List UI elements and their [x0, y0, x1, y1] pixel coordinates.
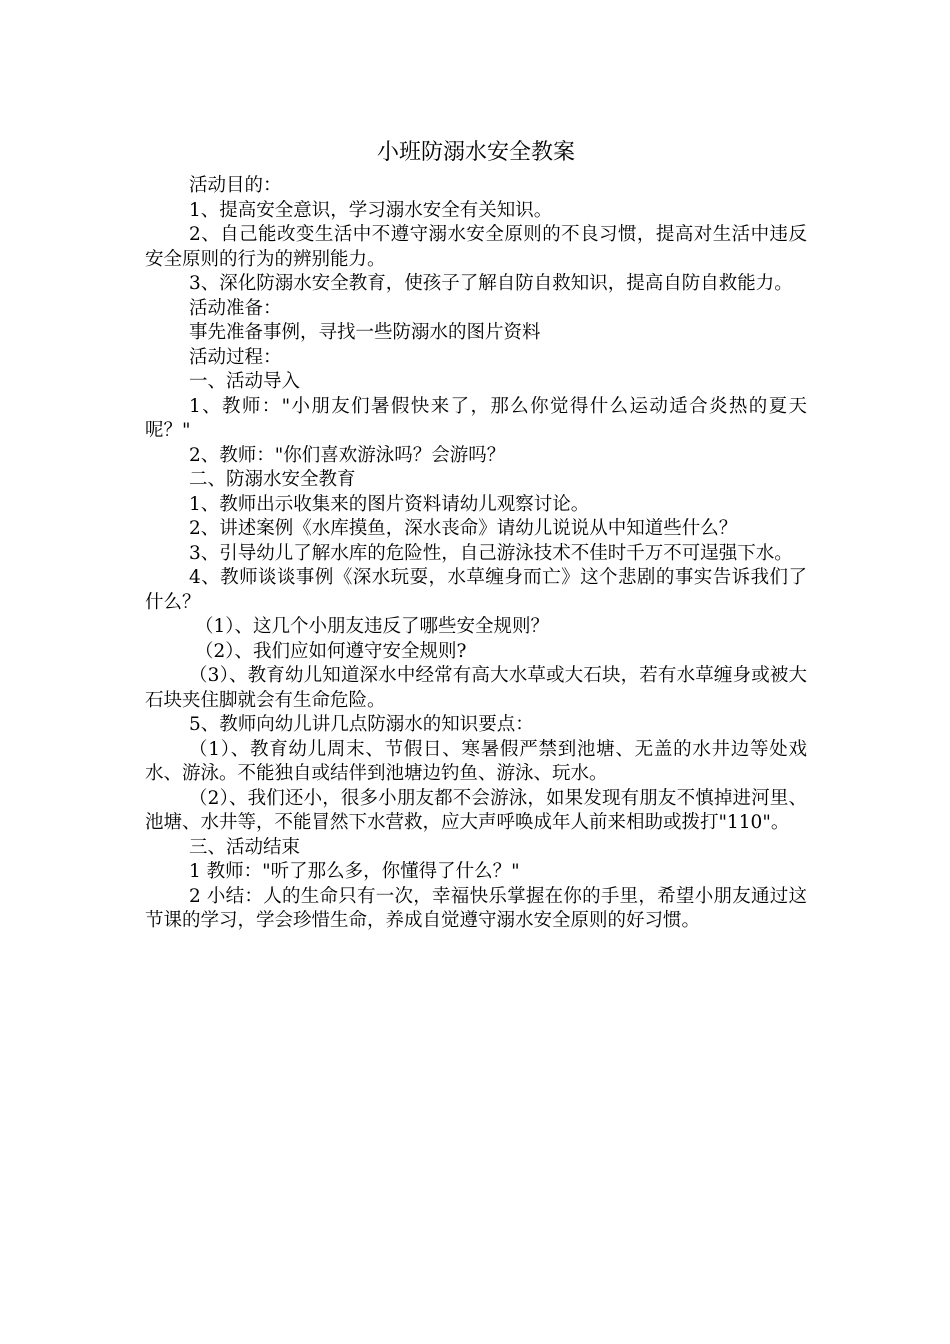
paragraph: （1）、这几个小朋友违反了哪些安全规则？ [195, 616, 550, 637]
paragraph: （2）、我们应如何遵守安全规则? [195, 640, 467, 662]
paragraph: 5、教师向幼儿讲几点防溺水的知识要点： [189, 714, 534, 735]
paragraph: 1 教师："听了那么多，你懂得了什么？" [189, 861, 520, 882]
paragraph: 1、教师："小朋友们暑假快来了，那么你觉得什么运动适合炎热的夏天呢？" [145, 395, 807, 441]
paragraph: 二、防溺水安全教育 [189, 469, 356, 490]
paragraph: 2、教师："你们喜欢游泳吗？会游吗？ [189, 444, 506, 466]
paragraph: 3、深化防溺水安全教育，使孩子了解自防自救知识，提高自防自救能力。 [189, 273, 793, 294]
paragraph: 4、教师谈谈事例《深水玩耍，水草缠身而亡》这个悲剧的事实告诉我们了什么？ [145, 567, 807, 613]
document-body [145, 174, 807, 934]
paragraph: 2、自己能改变生活中不遵守溺水安全原则的不良习惯，提高对生活中违反安全原则的行为的辨别能力。 [145, 224, 807, 270]
paragraph: 1、提高安全意识，学习溺水安全有关知识。 [189, 199, 553, 221]
document-page [145, 138, 807, 934]
paragraph: 3、引导幼儿了解水库的危险性，自己游泳技术不佳时千万不可逞强下水。 [189, 542, 793, 564]
paragraph: 事先准备事例，寻找一些防溺水的图片资料 [189, 322, 541, 343]
paragraph: 三、活动结束 [189, 836, 301, 858]
paragraph: （3）、教育幼儿知道深水中经常有高大水草或大石块，若有水草缠身或被大石块夹住脚就会有生命危险。 [145, 665, 807, 711]
paragraph: 活动过程： [189, 346, 282, 368]
paragraph: 2 小结：人的生命只有一次，幸福快乐掌握在你的手里，希望小朋友通过这节课的学习，学会珍惜生命，养成自觉遵守溺水安全原则的好习惯。 [145, 885, 807, 931]
paragraph: 1、教师出示收集来的图片资料请幼儿观察讨论。 [189, 493, 590, 515]
paragraph: （2）、我们还小，很多小朋友都不会游泳，如果发现有朋友不慎掉进河里、池塘、水井等，不能冒然下水营救，应大声呼唤成年人前来相助或拨打"110"。 [145, 787, 807, 833]
paragraph: 活动目的： [189, 175, 282, 196]
paragraph: 一、活动导入 [189, 371, 301, 392]
paragraph: 2、讲述案例《水库摸鱼，深水丧命》请幼儿说说从中知道些什么？ [189, 518, 738, 539]
paragraph: 活动准备： [189, 297, 282, 319]
paragraph: （1）、教育幼儿周末、节假日、寒暑假严禁到池塘、无盖的水井边等处戏水、游泳。不能独自或结伴到池塘边钓鱼、游泳、玩水。 [145, 738, 807, 784]
document-title: 小班防溺水安全教案 [376, 140, 575, 165]
